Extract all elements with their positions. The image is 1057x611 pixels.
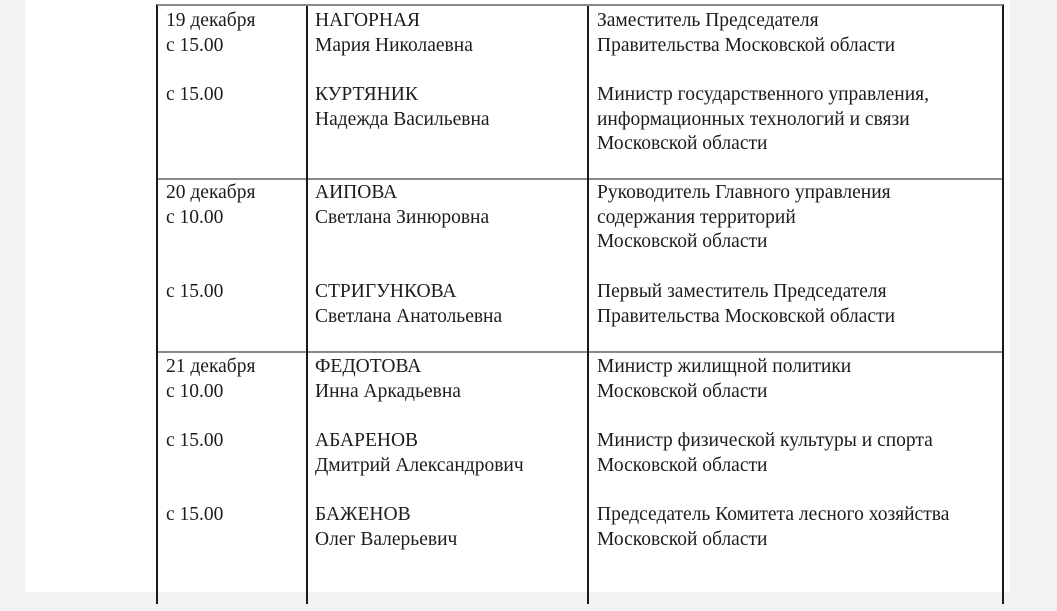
surname: АБАРЕНОВ [315,430,419,451]
name-cell [315,503,457,552]
position-line: Председатель Комитета лесного хозяйства [597,504,950,525]
position-cell [597,280,895,329]
table-row-day-20 [158,178,1002,351]
date-time-cell [166,429,223,454]
date-time-cell [166,9,255,58]
position-line: Министр государственного управления, [597,84,930,105]
date-time-cell [166,83,223,108]
position-cell [597,503,949,552]
name-cell [315,181,489,230]
time-label: с 10.00 [166,206,224,228]
position-line: Московской области [597,231,768,252]
date-label: 19 декабря [166,10,256,31]
position-line: Правительства Московской области [597,305,896,327]
date-time-cell [166,280,223,305]
position-cell [597,429,933,478]
given-names: Инна Аркадьевна [315,380,461,402]
document-page [25,0,1010,592]
given-names: Олег Валерьевич [315,528,458,550]
column-divider [587,6,589,604]
position-line: Заместитель Председателя [597,10,819,31]
schedule-table [156,4,1004,604]
position-line: Московской области [597,528,768,550]
position-line: Министр жилищной политики [597,356,852,377]
name-cell [315,429,524,478]
position-line: Правительства Московской области [597,34,896,56]
position-cell [597,181,891,255]
date-time-cell [166,503,223,528]
time-label: с 15.00 [166,281,224,302]
time-label: с 15.00 [166,84,224,105]
table-row-day-21 [158,351,1002,611]
surname: СТРИГУНКОВА [315,281,457,302]
name-cell [315,355,461,404]
name-cell [315,9,473,58]
time-label: с 15.00 [166,430,224,451]
given-names: Светлана Зинюровна [315,206,490,228]
time-label: с 15.00 [166,34,224,56]
position-line: Московской области [597,380,768,402]
date-label: 21 декабря [166,356,256,377]
given-names: Надежда Васильевна [315,108,490,130]
position-line: содержания территорий [597,206,796,228]
given-names: Дмитрий Александрович [315,454,524,476]
surname: БАЖЕНОВ [315,504,411,525]
time-label: с 15.00 [166,504,224,525]
given-names: Мария Николаевна [315,34,473,56]
position-cell [597,355,851,404]
date-time-cell [166,355,255,404]
date-time-cell [166,181,255,230]
column-divider [306,6,308,604]
name-cell [315,83,490,132]
position-line: Московской области [597,133,768,154]
position-line: Московской области [597,454,768,476]
surname: НАГОРНАЯ [315,10,421,31]
position-cell [597,9,895,58]
date-label: 20 декабря [166,182,256,203]
position-line: Руководитель Главного управления [597,182,891,203]
name-cell [315,280,502,329]
table-row-day-19 [158,6,1002,178]
time-label: с 10.00 [166,380,224,402]
surname: КУРТЯНИК [315,84,418,105]
position-line: Первый заместитель Председателя [597,281,887,302]
position-line: информационных технологий и связи [597,108,910,130]
given-names: Светлана Анатольевна [315,305,503,327]
surname: АИПОВА [315,182,398,203]
position-cell [597,83,929,157]
surname: ФЕДОТОВА [315,356,422,377]
position-line: Министр физической культуры и спорта [597,430,933,451]
